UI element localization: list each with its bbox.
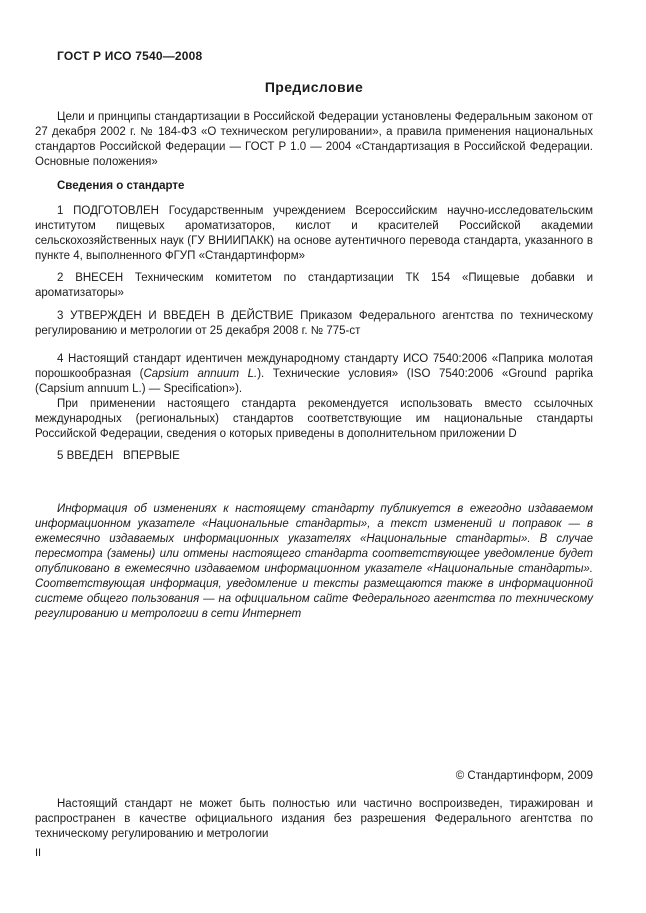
doc-code: ГОСТ Р ИСО 7540—2008 (57, 49, 203, 63)
amendments-note: Информация об изменениях к настоящему стандарту публикуется в ежегодно издаваемом информационном указателе «Национальные стандарты», а текст изменений и поправок — в ежемесячно издаваемых информационных указателях «Национальные стандарты». В случае пересмотра (замены) или отмены настоящего стандарта соответствующее уведомление будет опубликовано в ежемесячно издаваемом информационном указателе «Национальные стандарты». Соответствующая информация, уведомление и тексты размещаются также в информационной системе общего пользования — на официальном сайте Федерального агентства по техническому регулированию и метрологии в сети Интернет (35, 503, 593, 620)
item4-text-after: ). Технические условия» (ISO 7540:2006 «Ground paprika (Capsium annuum L.) — Specification»). (35, 368, 593, 395)
page-number: II (35, 847, 42, 859)
standard-info-item-3: 3 УТВЕРЖДЕН И ВВЕДЕН В ДЕЙСТВИЕ Приказом Федерального агентства по техническому регулированию и метрологии от 25 декабря 2008 г. № 775-ст (35, 310, 593, 337)
item4-text-before: 4 Настоящий стандарт идентичен международному стандарту ИСО 7540:2006 «Паприка молотая порошкообразная ( (35, 353, 593, 380)
standard-info-item-4 (35, 352, 593, 397)
standard-info-item-2: 2 ВНЕСЕН Техническим комитетом по стандартизации ТК 154 «Пищевые добавки и ароматизаторы» (35, 272, 593, 299)
copyright-notice: © Стандартинформ, 2009 (455, 770, 593, 782)
item4-species-name: Capsium annuum L. (143, 368, 258, 380)
standard-info-item-4-note: При применении настоящего стандарта рекомендуется использовать вместо ссылочных международных (региональных) стандартов соответствующие им национальные стандарты Российской Федерации, сведения о которых приведены в дополнительном приложении D (35, 398, 593, 440)
standard-info-item-1: 1 ПОДГОТОВЛЕН Государственным учреждением Всероссийским научно-исследовательским институтом пищевых ароматизаторов, кислот и красителей Российской академии сельскохозяйственных наук (ГУ ВНИИПАКК) на основе аутентичного перевода стандарта, указанного в пункте 4, выполненного ФГУП «Стандартинформ» (35, 205, 593, 262)
standard-info-heading: Сведения о стандарте (57, 180, 185, 192)
standard-info-item-5: 5 ВВЕДЕН ВПЕРВЫЕ (57, 450, 180, 462)
page-title: Предисловие (264, 79, 364, 95)
restriction-note: Настоящий стандарт не может быть полностью или частично воспроизведен, тиражирован и распространен в качестве официального издания без разрешения Федерального агентства по техническому регулированию и метрологии (35, 798, 593, 840)
intro-paragraph: Цели и принципы стандартизации в Российской Федерации установлены Федеральным законом от 27 декабря 2002 г. № 184-ФЗ «О техническом регулировании», а правила применения национальных стандартов Российской Федерации — ГОСТ Р 1.0 — 2004 «Стандартизация в Российской Федерации. Основные положения» (35, 111, 593, 168)
